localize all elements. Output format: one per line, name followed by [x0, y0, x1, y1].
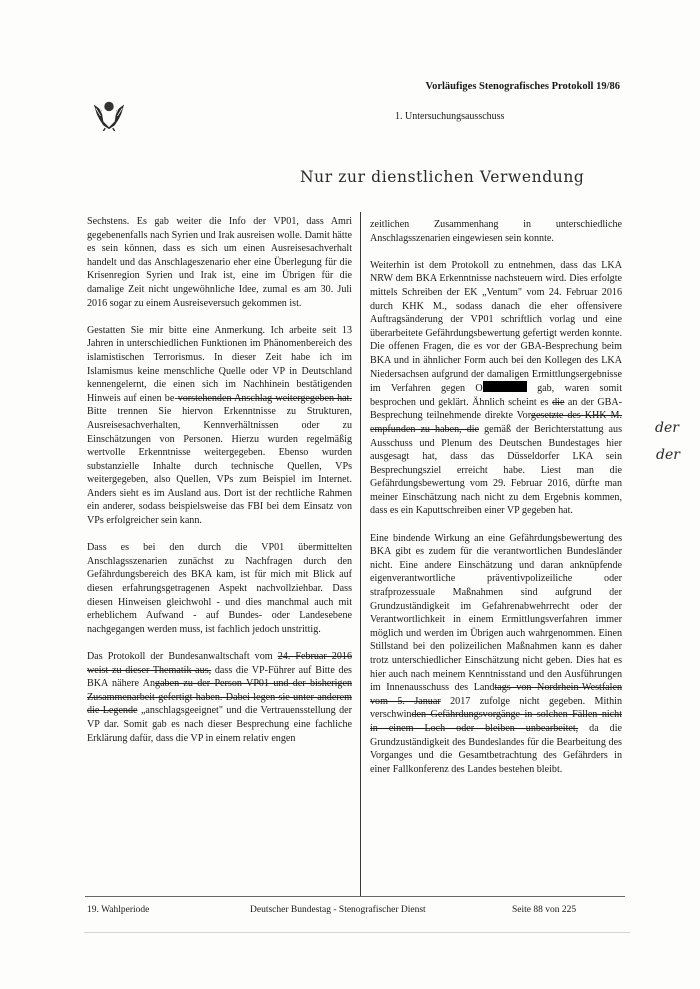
left-column [87, 215, 352, 745]
footer-page-number: Seite 88 von 225 [512, 905, 577, 915]
struck-text: 24. Februar 2016 weist zu dieser Thematik aus, [87, 651, 352, 676]
footer-period: 19. Wahlperiode [87, 905, 150, 915]
handwritten-note: der [655, 420, 679, 436]
right-column [370, 218, 622, 776]
footer-publisher: Deutscher Bundestag - Stenografischer Dienst [250, 905, 426, 915]
struck-text: gaben zu der Person VP01 und der bisherigen Zusammenarbeit gefertigt haben. Dabei legen sie unter anderem die Legende [87, 678, 352, 717]
handwritten-note: der [656, 447, 680, 463]
text-span: gemäß der Berichterstattung aus Ausschuss und Plenum des Deutschen Bundestages hier ausgesagt hat, dass das Düsseldorfer LKA sein Besprechungsziel erreicht habe. Liest man die Gefährdungsbewertung vom 29. Februar 2016, dürfte man meiner Einschätzung nach nicht zu dem Ergebnis kommen, dass es ein Kaputtschreiben einer VP gegeben hat. [370, 423, 623, 517]
text-span: an der GBA-Besprechung teilnehmende direkte Vor [370, 396, 622, 422]
struck-text: die [552, 396, 565, 408]
text-span: 2017 zufolge nicht gegeben. Mithin verschwin [370, 695, 623, 721]
text-span: Bitte trennen Sie hiervon Erkenntnisse zu Strukturen, Ausreisesachverhalten, Kennverhältnissen oder zu Einschätzungen von Personen. Hierzu wurden regelmäßig wertvolle Erkenntnisse weitergegeben. Ebenso wurden substanzielle Inhalte durch technische Quellen, VPs weitergegeben, also Quellen, VPs zum Beispiel im Internet. Anders sieht es im Ausland aus. Dort ist der rechtliche Rahmen ein anderer, sodass beispielsweise das FBI bei dem Einsatz von VPs erfolgreicher sein kann. [87, 406, 352, 527]
right-paragraph-2 [370, 259, 622, 518]
struck-text: gesetzte des KHK M. empfunden zu haben, die [370, 410, 622, 435]
protocol-title: Vorläufiges Stenografisches Protokoll 19/86 [425, 81, 620, 92]
federal-eagle-logo [90, 97, 128, 131]
text-span: Weiterhin ist dem Protokoll zu entnehmen, dass das LKA NRW dem BKA Erkenntnisse nachsteuern wird. Dies erfolgte mittels Schreiben der EK „Ventum" vom 24. Februar 2016 durch KHK M., sodass danach die eher offensivere Auftragsänderung der VP01 schriftlich vorlag und eine überarbeitete Gefährdungsbewertung gefertigt werden konnte. Die offenen Fragen, die es vor der GBA-Besprechung beim BKA und in ähnlicher Form auch bei den Kollegen des LKA Niedersachsen aufgrund der damaligen Ermittlungsergebnisse im Verfahren gegen O [370, 259, 622, 395]
left-paragraph-3: Dass es bei den durch die VP01 übermittelten Anschlagsszenarien zunächst zu Nachfragen durch den Gefährdungsbereich des BKA kam, ist für mich mit Blick auf diesen erfahrungsgetragenen Aspekt nachvollziehbar. Dass diesen Hinweisen gleichwohl - und dies manchmal auch mit erheblichem Aufwand - auf Bundes- oder Landesebene nachgegangen werden muss, ist fachlich jedoch unstrittig. [87, 542, 352, 635]
column-divider [360, 212, 361, 897]
text-span: dass die VP-Führer auf Bitte des BKA nähere An [87, 664, 352, 690]
classification-stamp: Nur zur dienstlichen Verwendung [300, 168, 585, 186]
text-span: „anschlagsgeeignet" und die Vertrauensstellung der VP dar. Somit gab es nach dieser Besprechung eine fachliche Erklärung dafür, dass die VP in einem relativ engen [87, 705, 352, 744]
scan-edge [84, 932, 630, 939]
left-paragraph-1: Sechstens. Es gab weiter die Info der VP01, dass Amri gegebenenfalls nach Syrien und Irak ausreisen wolle. Damit hätte es sein können, dass es sich um einen Ausreisesachverhalt handelt und das Anschlageszenario eher eine Überlegung für die Krisenregion Syrien und Irak ist, eine im Übrigen für die damalige Zeit nicht ungewöhnliche Idee, zumal es am 30. Juli 2016 sogar zu einem Ausreiseversuch gekommen ist. [87, 216, 352, 309]
text-span: da die Grundzuständigkeit des Bundeslandes für die Bearbeitung des Vorganges und die Gesamtbetrachtung des Gefährders in einer Fallkonferenz des Landes bestehen bleibt. [370, 722, 622, 775]
committee-name: 1. Untersuchungsausschuss [395, 111, 505, 122]
struck-text: tags von Nordrhein-Westfalen vom 5. Januar [370, 682, 622, 707]
struck-text: vorstehenden Anschlag weitergegeben hat. [177, 392, 352, 404]
left-paragraph-4 [87, 650, 352, 745]
redaction-bar [483, 381, 527, 392]
footer-rule [85, 896, 625, 897]
text-span: Eine bindende Wirkung an eine Gefährdungsbewertung des BKA gibt es zudem für die verantwortlichen Bundesländer nicht. Eine andere Einschätzung und daran anknüpfende eigenverantwortliche präventivpolizeiliche oder strafprozessuale Maßnahmen sind aufgrund der Grundzuständigkeit im Gefahrenabwehrrecht oder der Verantwortlichkeit in einem Ermittlungsverfahren immer möglich und werden im Übrigen auch wahrgenommen. Einen Stillstand bei den polizeilichen Maßnahmen kann es daher trotz unterschiedlicher Einschätzung nicht geben. Dies hat es hier auch nach meinem Kenntnisstand und den Ausführungen im Innenausschuss des Land [370, 532, 622, 694]
text-span: gab, waren somit besprochen und geklärt. Ähnlich scheint es [370, 383, 622, 408]
right-paragraph-1: zeitlichen Zusammenhang in unterschiedliche Anschlagsszenarien eingewiesen sein konnte. [370, 219, 622, 244]
text-span: Das Protokoll der Bundesanwaltschaft vom [87, 651, 278, 662]
text-span: Gestatten Sie mir bitte eine Anmerkung. Ich arbeite seit 13 Jahren in unterschiedlichen Funktionen im Phänomenbereich des islamistischen Terrorismus. In dieser Zeit habe ich im Islamismus keine menschliche Quelle oder VP in Deutschland kennengelernt, die einen sich im Nachhinein bestätigenden Hinweis auf einen be- [87, 324, 352, 404]
left-paragraph-2 [87, 324, 352, 528]
right-paragraph-3 [370, 532, 622, 777]
struck-text: den Gefährdungsvorgänge in solchen Fällen nicht in einem Loch oder bleiben unbearbeitet, [370, 709, 622, 734]
